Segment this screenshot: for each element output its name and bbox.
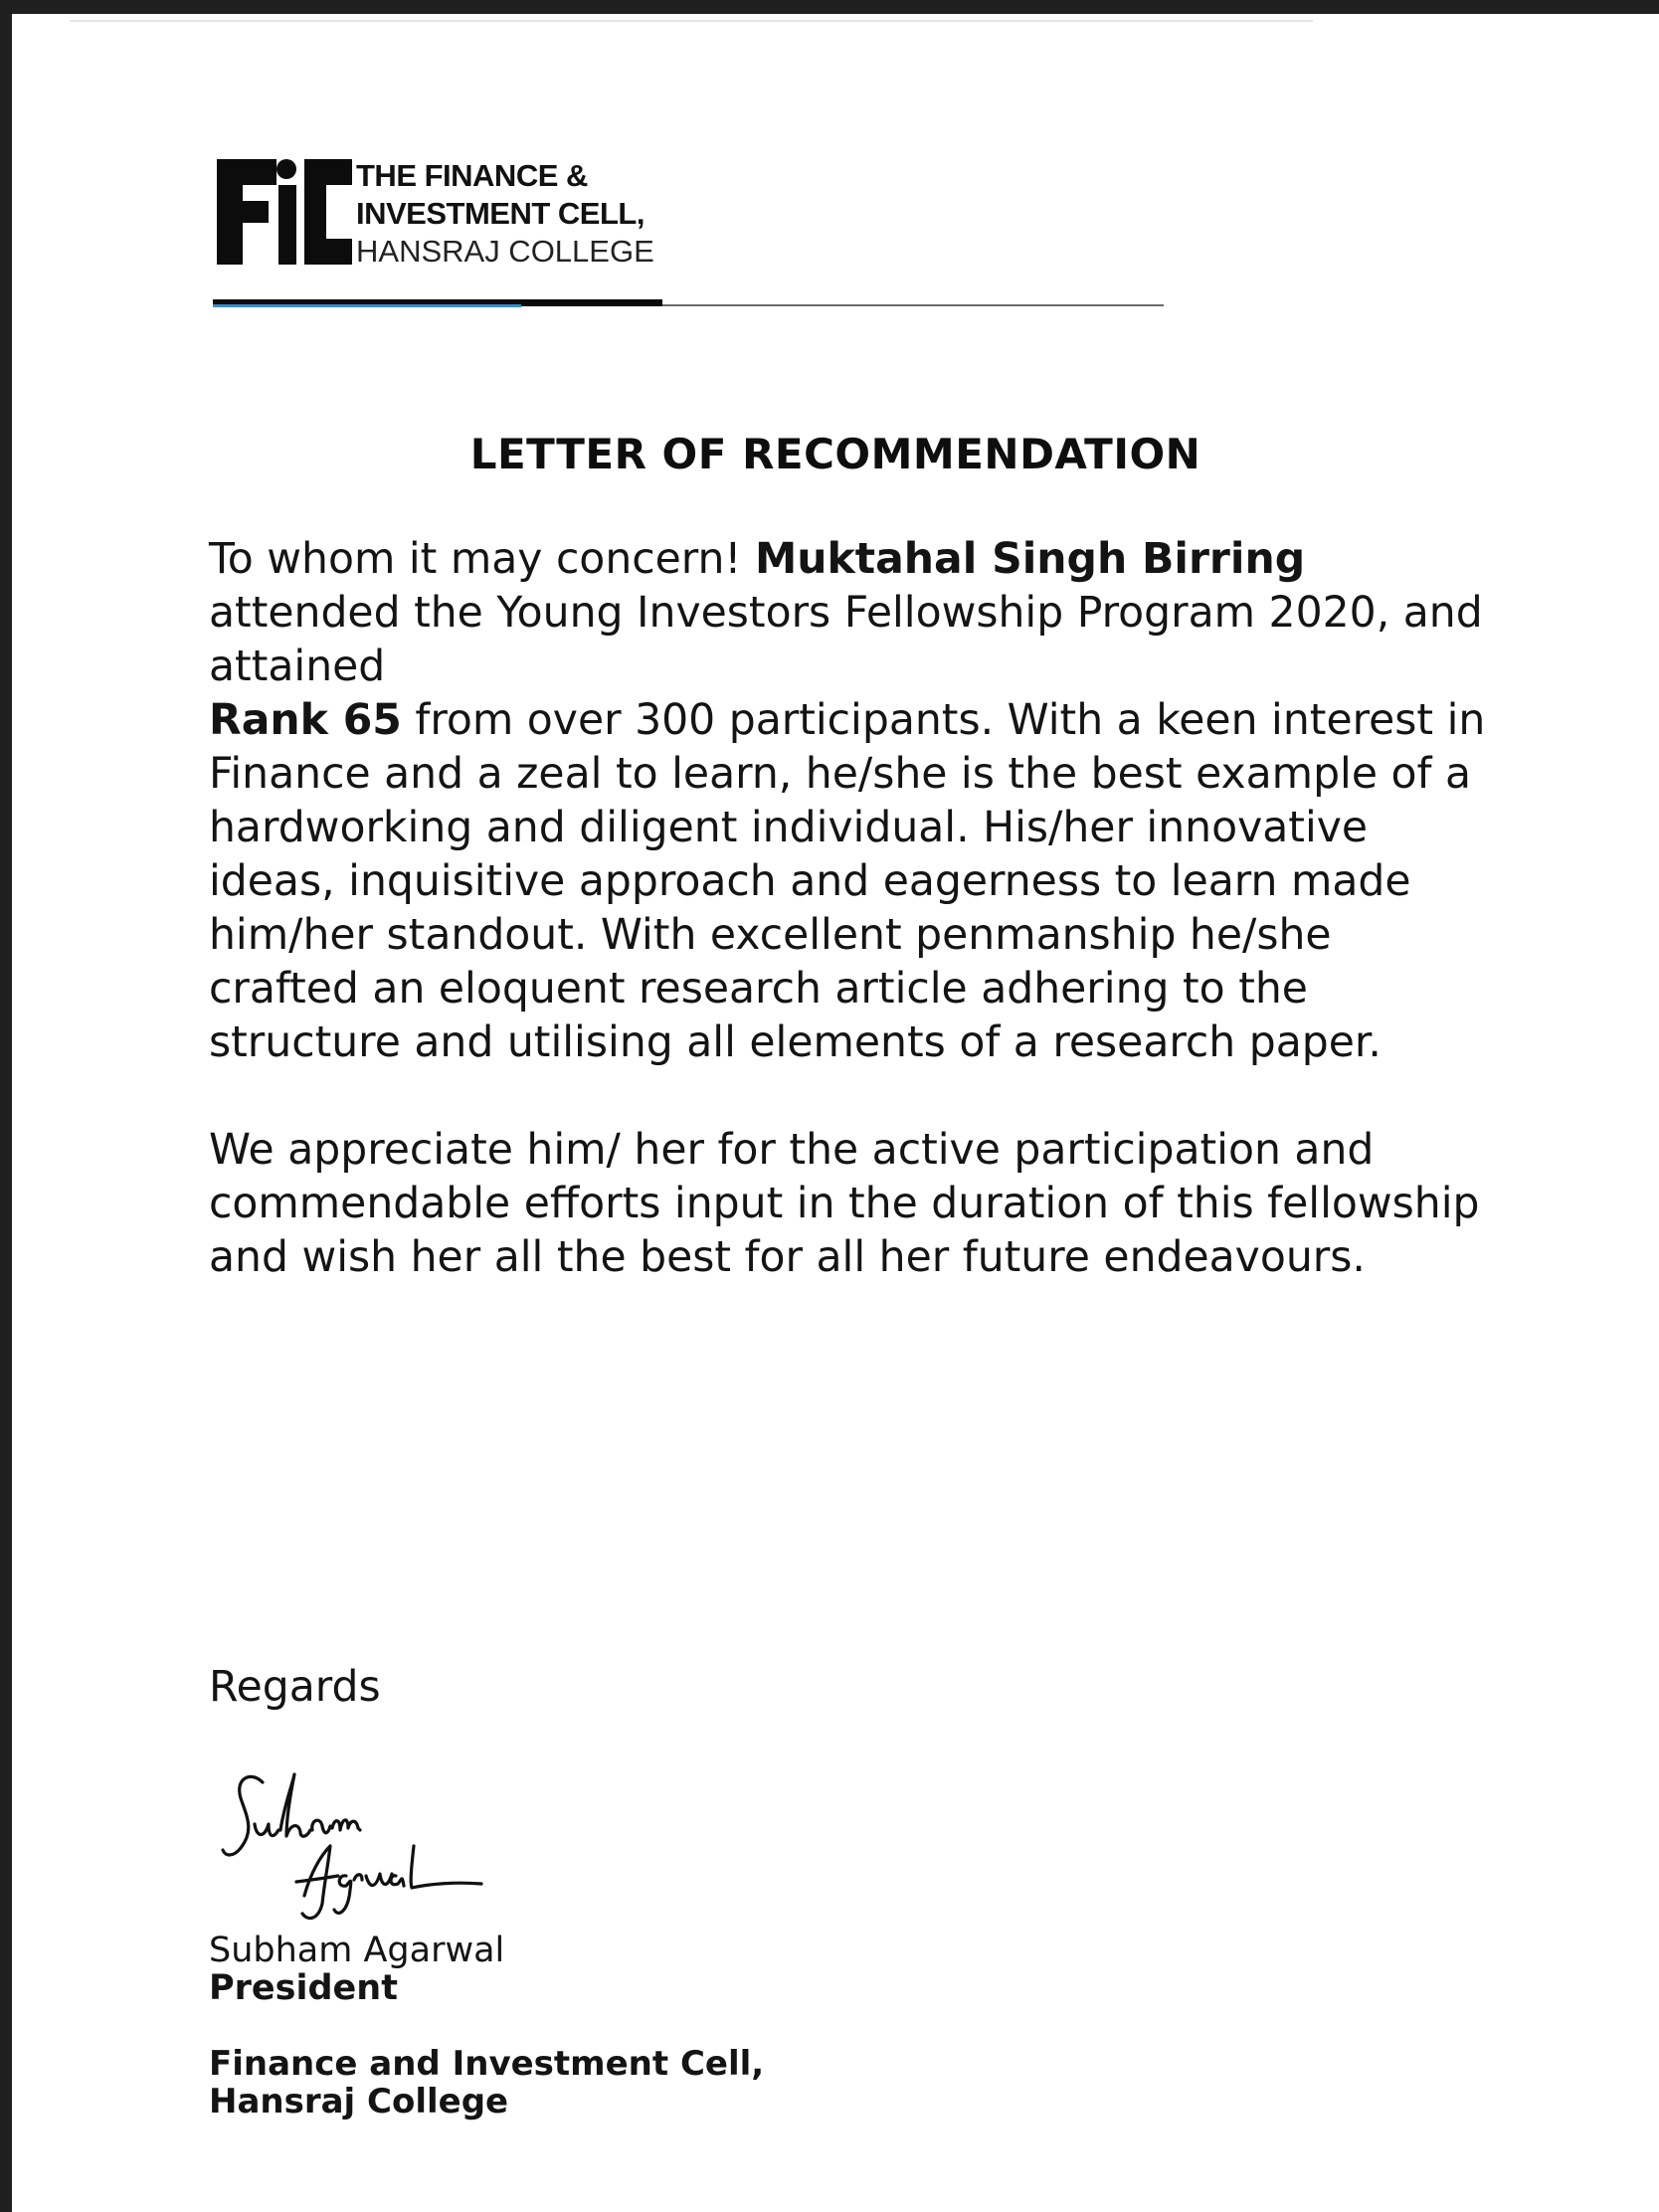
program-line: attended the Young Investors Fellowship Program 2020, and attained xyxy=(209,589,1483,691)
closing: Regards xyxy=(209,1663,381,1712)
org-line-1: Finance and Investment Cell, xyxy=(209,2044,765,2084)
header-rule-accent xyxy=(213,304,521,307)
header-rule-thin xyxy=(662,304,1164,306)
rank: Rank 65 xyxy=(209,696,402,745)
top-edge-rule xyxy=(70,20,1313,22)
paragraph-1-rest: from over 300 participants. With a keen interest in Finance and a zeal to learn, he/she is the best example of a hardworking and diligent individual. His/her innovative ideas, inquisitive approach and eagerness to learn made him/her standout. With excellent penmanship he/she crafted an eloquent research article adhering to the structure and utilising all elements of a research paper. xyxy=(209,696,1486,1067)
handwritten-signature-icon xyxy=(221,1764,499,1934)
logo-wordmark xyxy=(356,157,654,271)
logo-line-1: THE FINANCE & xyxy=(356,158,588,193)
logo-line-2: INVESTMENT CELL, xyxy=(356,196,645,231)
candidate-name: Muktahal Singh Birring xyxy=(754,535,1306,584)
fic-logo-mark-icon xyxy=(217,159,352,265)
signer-name: Subham Agarwal xyxy=(209,1931,505,1970)
paragraph-1 xyxy=(209,533,1492,1070)
paragraph-2: We appreciate him/ her for the active participation and commendable efforts input in the duration of this fellowship and wish her all the best for all her future endeavours. xyxy=(209,1126,1480,1282)
letter-body xyxy=(209,533,1492,1285)
greeting: To whom it may concern! xyxy=(209,535,755,584)
org-line-2: Hansraj College xyxy=(209,2082,509,2121)
logo-line-3: HANSRAJ COLLEGE xyxy=(356,234,654,269)
organization-block xyxy=(209,2045,764,2120)
signer-role: President xyxy=(209,1968,398,2008)
letter-title: LETTER OF RECOMMENDATION xyxy=(469,430,1201,478)
signer-block xyxy=(209,1932,504,2007)
fic-logo xyxy=(217,147,674,276)
letter-page xyxy=(12,14,1659,2212)
